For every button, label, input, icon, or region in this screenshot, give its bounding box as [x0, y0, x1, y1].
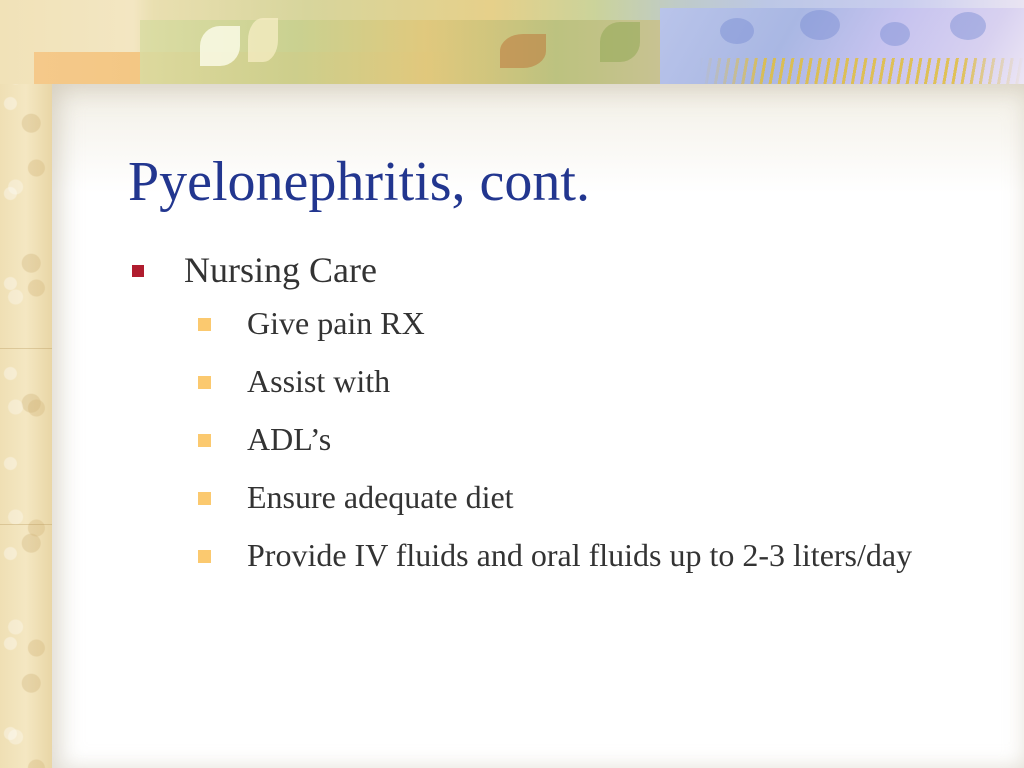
square-bullet-icon [198, 550, 211, 563]
sub-bullet-text: ADL’s [247, 421, 332, 457]
banner-grass [700, 58, 1024, 84]
flower-shape [950, 12, 986, 40]
square-bullet-icon [132, 265, 144, 277]
flower-shape [800, 10, 840, 40]
flower-shape [880, 22, 910, 46]
bullet-item-nursing-care [128, 248, 988, 292]
sub-bullet-text: Ensure adequate diet [247, 479, 514, 515]
strip-seam [0, 524, 52, 525]
leaf-shape [600, 22, 640, 62]
sub-bullet-item [196, 304, 988, 342]
square-bullet-icon [198, 318, 211, 331]
sub-bullet-list [128, 304, 988, 574]
slide-title: Pyelonephritis, cont. [128, 151, 590, 213]
left-decorative-strip [0, 0, 52, 768]
sub-bullet-item [196, 362, 988, 400]
sub-bullet-item [196, 536, 988, 574]
top-decorative-banner [0, 0, 1024, 84]
square-bullet-icon [198, 434, 211, 447]
sub-bullet-text: Provide IV fluids and oral fluids up to 2-3 liters/day [247, 537, 913, 573]
bullet-content [128, 248, 988, 594]
leaf-shape [200, 26, 240, 66]
bullet-text: Nursing Care [184, 250, 377, 290]
square-bullet-icon [198, 376, 211, 389]
sub-bullet-item [196, 478, 988, 516]
strip-seam [0, 348, 52, 349]
sub-bullet-text: Assist with [247, 363, 391, 399]
leaf-shape [248, 18, 278, 62]
sub-bullet-text: Give pain RX [247, 305, 425, 341]
leaf-shape [500, 34, 546, 68]
sub-bullet-item [196, 420, 988, 458]
square-bullet-icon [198, 492, 211, 505]
flower-shape [720, 18, 754, 44]
